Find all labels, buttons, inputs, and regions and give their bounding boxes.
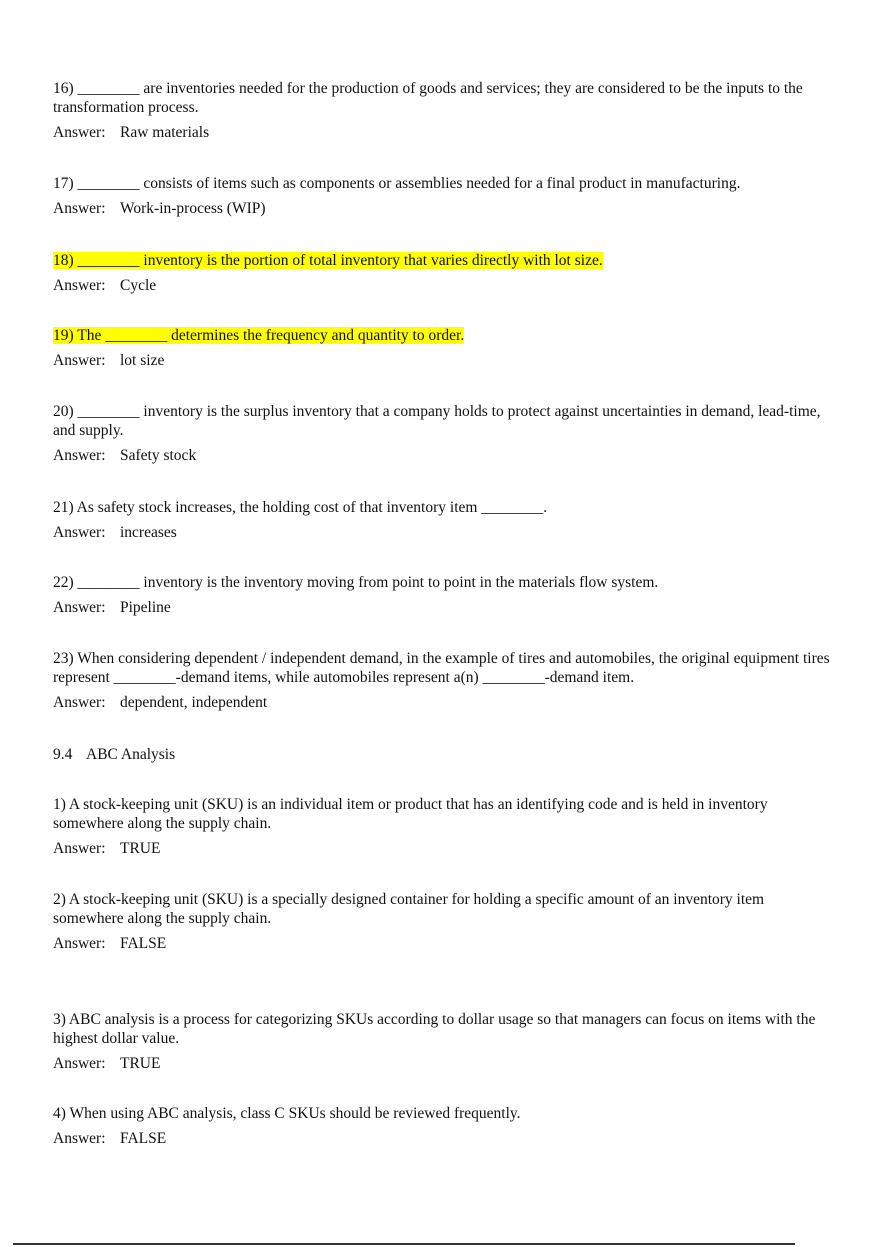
answer-row bbox=[53, 839, 833, 858]
question-text: 3) ABC analysis is a process for categorizing SKUs according to dollar usage so that managers can focus on items with the highest dollar value. bbox=[53, 1011, 816, 1047]
answer-label: Answer: bbox=[53, 352, 106, 369]
answer-row bbox=[53, 1129, 833, 1148]
question-text-highlighted: 18) ________ inventory is the portion of total inventory that varies directly with lot size. bbox=[53, 252, 603, 269]
answer-row bbox=[53, 934, 833, 953]
question-text: 23) When considering dependent / independent demand, in the example of tires and automobiles, the original equipment tires represent ________-demand items, while automobiles represent a(n) ________-demand item. bbox=[53, 650, 830, 686]
answer-value: Safety stock bbox=[120, 447, 197, 464]
answer-row bbox=[53, 123, 833, 142]
question-text: 20) ________ inventory is the surplus inventory that a company holds to protect against uncertainties in demand, lead-time, and supply. bbox=[53, 403, 821, 439]
abc-question-2 bbox=[53, 890, 833, 953]
section-heading bbox=[53, 745, 175, 764]
answer-row bbox=[53, 351, 833, 370]
answer-row bbox=[53, 1054, 833, 1073]
answer-value: Cycle bbox=[120, 277, 157, 294]
question-16 bbox=[53, 79, 833, 142]
answer-label: Answer: bbox=[53, 599, 106, 616]
answer-label: Answer: bbox=[53, 1055, 106, 1072]
answer-label: Answer: bbox=[53, 200, 106, 217]
answer-label: Answer: bbox=[53, 1130, 106, 1147]
answer-row bbox=[53, 199, 833, 218]
answer-label: Answer: bbox=[53, 124, 106, 141]
question-19 bbox=[53, 326, 833, 370]
answer-row bbox=[53, 446, 833, 465]
answer-value: increases bbox=[120, 524, 177, 541]
answer-label: Answer: bbox=[53, 935, 106, 952]
answer-row bbox=[53, 523, 833, 542]
answer-label: Answer: bbox=[53, 447, 106, 464]
answer-label: Answer: bbox=[53, 840, 106, 857]
answer-row bbox=[53, 598, 833, 617]
section-title: ABC Analysis bbox=[86, 746, 176, 763]
answer-value: Work-in-process (WIP) bbox=[120, 200, 266, 217]
question-text-highlighted: 19) The ________ determines the frequency and quantity to order. bbox=[53, 327, 465, 344]
question-18 bbox=[53, 251, 833, 295]
abc-question-3 bbox=[53, 1010, 833, 1073]
answer-label: Answer: bbox=[53, 694, 106, 711]
question-17 bbox=[53, 174, 833, 218]
answer-value: Raw materials bbox=[120, 124, 210, 141]
answer-label: Answer: bbox=[53, 524, 106, 541]
answer-value: lot size bbox=[120, 352, 165, 369]
section-number: 9.4 bbox=[53, 746, 73, 763]
question-text: 4) When using ABC analysis, class C SKUs should be reviewed frequently. bbox=[53, 1105, 521, 1122]
question-22 bbox=[53, 573, 833, 617]
answer-row bbox=[53, 276, 833, 295]
answer-row bbox=[53, 693, 833, 712]
question-text: 22) ________ inventory is the inventory moving from point to point in the materials flow system. bbox=[53, 574, 659, 591]
abc-question-1 bbox=[53, 795, 833, 858]
question-text: 17) ________ consists of items such as components or assemblies needed for a final product in manufacturing. bbox=[53, 175, 741, 192]
answer-value: TRUE bbox=[120, 840, 161, 857]
question-text: 21) As safety stock increases, the holding cost of that inventory item ________. bbox=[53, 499, 548, 516]
question-20 bbox=[53, 402, 833, 465]
question-text: 2) A stock-keeping unit (SKU) is a specially designed container for holding a specific amount of an inventory item somewhere along the supply chain. bbox=[53, 891, 765, 927]
question-text: 16) ________ are inventories needed for the production of goods and services; they are considered to be the inputs to the transformation process. bbox=[53, 80, 803, 116]
page-bottom-rule bbox=[13, 1243, 795, 1245]
question-23 bbox=[53, 649, 833, 712]
answer-label: Answer: bbox=[53, 277, 106, 294]
question-21 bbox=[53, 498, 833, 542]
answer-value: TRUE bbox=[120, 1055, 161, 1072]
answer-value: FALSE bbox=[120, 935, 167, 952]
question-text: 1) A stock-keeping unit (SKU) is an individual item or product that has an identifying code and is held in inventory somewhere along the supply chain. bbox=[53, 796, 768, 832]
answer-value: Pipeline bbox=[120, 599, 171, 616]
answer-value: dependent, independent bbox=[120, 694, 268, 711]
abc-question-4 bbox=[53, 1104, 833, 1148]
answer-value: FALSE bbox=[120, 1130, 167, 1147]
